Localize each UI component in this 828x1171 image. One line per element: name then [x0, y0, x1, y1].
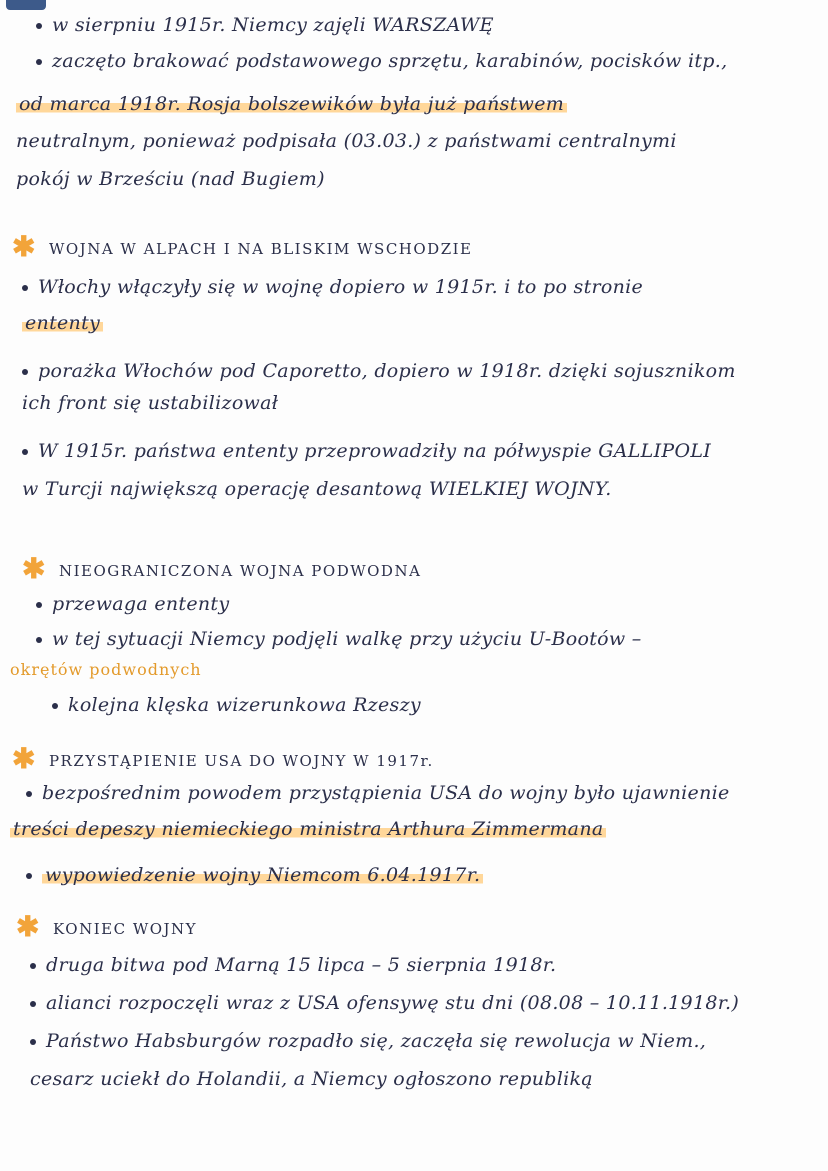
note-line: w Turcji największą operację desantową WIELKIEJ WOJNY. [22, 478, 612, 500]
note-line: w sierpniu 1915r. Niemcy zajęli WARSZAWĘ [36, 14, 494, 36]
note-line: okrętów podwodnych [10, 660, 202, 679]
section-heading: ✱ KONIEC WOJNY [16, 910, 198, 943]
note-line: porażka Włochów pod Caporetto, dopiero w 1918r. dzięki sojusznikom [22, 360, 736, 382]
page-tab [6, 0, 46, 10]
note-line: Włochy włączyły się w wojnę dopiero w 1915r. i to po stronie [22, 276, 643, 298]
star-icon: ✱ [22, 552, 47, 585]
bullet-icon [26, 873, 32, 879]
star-icon: ✱ [12, 742, 37, 775]
bullet-icon [22, 449, 28, 455]
note-line: cesarz uciekł do Holandii, a Niemcy ogłoszono republiką [30, 1068, 593, 1090]
note-line: ich front się ustabilizował [22, 392, 279, 414]
note-line: druga bitwa pod Marną 15 lipca – 5 sierpnia 1918r. [30, 954, 556, 976]
star-icon: ✱ [12, 230, 37, 263]
bullet-icon [22, 285, 28, 291]
bullet-icon [22, 369, 28, 375]
note-line: treści depeszy niemieckiego ministra Arthura Zimmermana [10, 818, 606, 840]
bullet-icon [36, 59, 42, 65]
bullet-icon [36, 637, 42, 643]
note-line: wypowiedzenie wojny Niemcom 6.04.1917r. [26, 864, 483, 886]
note-line: pokój w Brześciu (nad Bugiem) [16, 168, 325, 190]
note-line: kolejna klęska wizerunkowa Rzeszy [52, 694, 421, 716]
note-line: bezpośrednim powodem przystąpienia USA do wojny było ujawnienie [26, 782, 730, 804]
note-line: neutralnym, ponieważ podpisała (03.03.) z państwami centralnymi [16, 130, 677, 152]
bullet-icon [26, 791, 32, 797]
bullet-icon [52, 703, 58, 709]
note-line: zaczęto brakować podstawowego sprzętu, karabinów, pocisków itp., [36, 50, 727, 72]
bullet-icon [36, 602, 42, 608]
note-line: Państwo Habsburgów rozpadło się, zaczęła się rewolucja w Niem., [30, 1030, 706, 1052]
section-heading: ✱ WOJNA W ALPACH I NA BLISKIM WSCHODZIE [12, 230, 473, 263]
section-heading: ✱ NIEOGRANICZONA WOJNA PODWODNA [22, 552, 422, 585]
note-line: ententy [22, 312, 103, 334]
star-icon: ✱ [16, 910, 41, 943]
note-line: W 1915r. państwa ententy przeprowadziły na półwyspie GALLIPOLI [22, 440, 711, 462]
bullet-icon [30, 1001, 36, 1007]
section-heading: ✱ PRZYSTĄPIENIE USA DO WOJNY W 1917r. [12, 742, 434, 775]
note-line: przewaga ententy [36, 593, 229, 615]
bullet-icon [30, 1039, 36, 1045]
bullet-icon [36, 23, 42, 29]
note-line: w tej sytuacji Niemcy podjęli walkę przy użyciu U-Bootów – [36, 628, 642, 650]
note-line: alianci rozpoczęli wraz z USA ofensywę stu dni (08.08 – 10.11.1918r.) [30, 992, 739, 1014]
note-line: od marca 1918r. Rosja bolszewików była już państwem [16, 93, 567, 115]
bullet-icon [30, 963, 36, 969]
